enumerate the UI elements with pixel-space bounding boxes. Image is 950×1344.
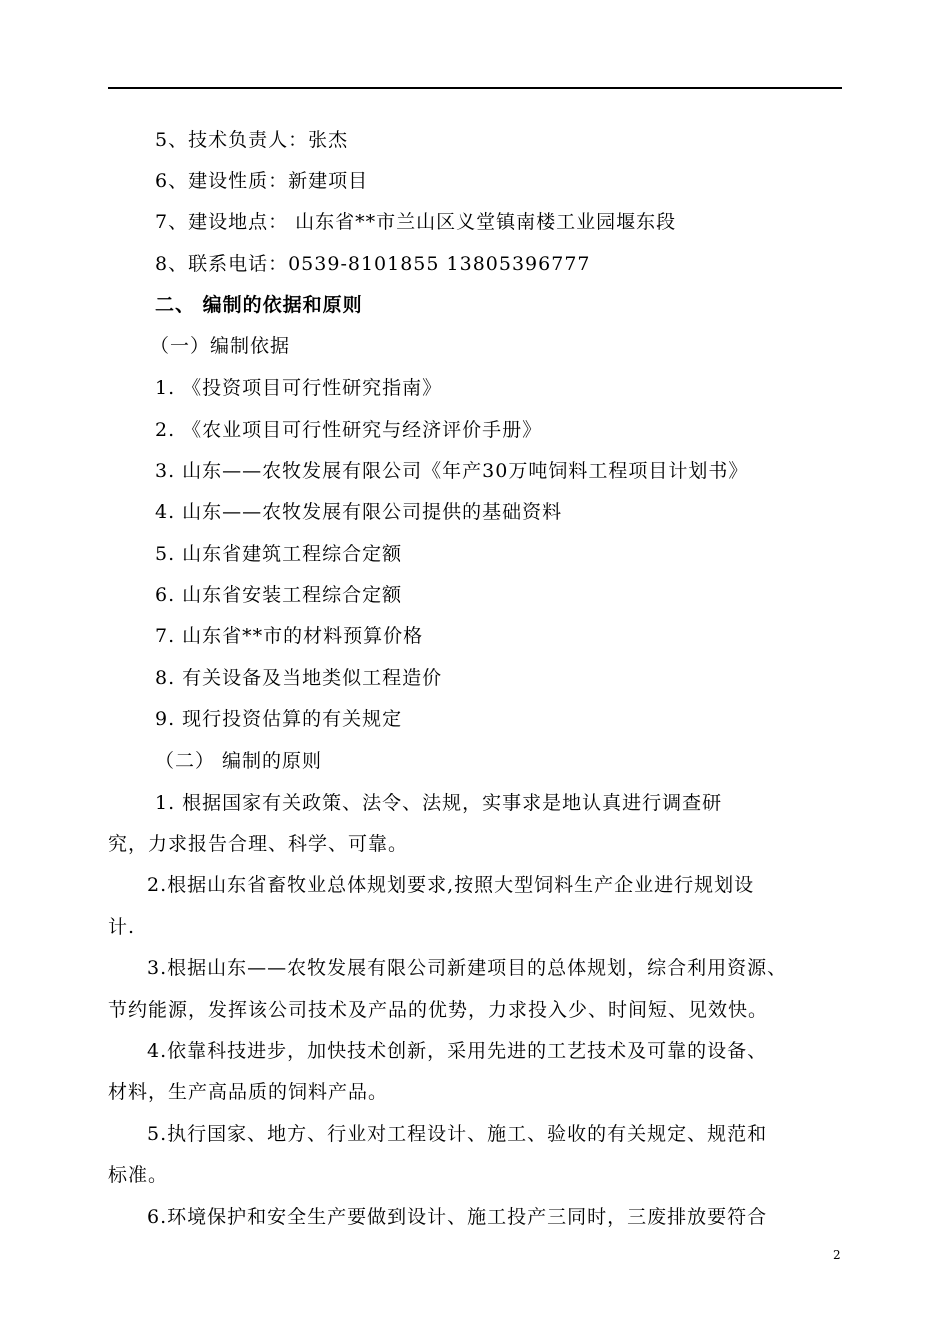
principle-line: 2.根据山东省畜牧业总体规划要求,按照大型饲料生产企业进行规划设	[147, 874, 755, 896]
principle-line: 6.环境保护和安全生产要做到设计、施工投产三同时，三废排放要符合	[147, 1206, 768, 1228]
basis-heading: （一）编制依据	[150, 335, 291, 357]
basis-item: 3. 山东——农牧发展有限公司《年产30万吨饲料工程项目计划书》	[155, 460, 749, 482]
principle-line: 5.执行国家、地方、行业对工程设计、施工、验收的有关规定、规范和	[147, 1123, 768, 1145]
principles-heading: （二） 编制的原则	[155, 750, 323, 772]
principle-line: 3.根据山东——农牧发展有限公司新建项目的总体规划，综合利用资源、	[147, 957, 788, 979]
principle-line: 计.	[108, 916, 136, 938]
basis-item: 9. 现行投资估算的有关规定	[155, 708, 403, 730]
info-item-technical-lead: 5、技术负责人：张杰	[155, 129, 349, 151]
principle-line: 节约能源，发挥该公司技术及产品的优势，力求投入少、时间短、见效快。	[108, 999, 769, 1021]
basis-item: 4. 山东——农牧发展有限公司提供的基础资料	[155, 501, 563, 523]
principle-line: 1. 根据国家有关政策、法令、法规，实事求是地认真进行调查研	[155, 792, 723, 814]
basis-item: 2. 《农业项目可行性研究与经济评价手册》	[155, 419, 543, 441]
page-number: 2	[833, 1248, 841, 1262]
basis-item: 1. 《投资项目可行性研究指南》	[155, 377, 443, 399]
info-item-construction-type: 6、建设性质：新建项目	[155, 170, 369, 192]
basis-item: 7. 山东省**市的材料预算价格	[155, 625, 424, 647]
info-item-phone: 8、联系电话：0539-8101855 13805396777	[155, 253, 591, 275]
principle-line: 材料，生产高品质的饲料产品。	[108, 1081, 389, 1103]
principle-line: 究，力求报告合理、科学、可靠。	[108, 833, 409, 855]
basis-item: 5. 山东省建筑工程综合定额	[155, 543, 403, 565]
basis-item: 8. 有关设备及当地类似工程造价	[155, 667, 443, 689]
principle-line: 标准。	[108, 1164, 169, 1186]
basis-item: 6. 山东省安装工程综合定额	[155, 584, 403, 606]
header-rule	[108, 87, 842, 89]
principle-line: 4.依靠科技进步，加快技术创新，采用先进的工艺技术及可靠的设备、	[147, 1040, 768, 1062]
info-item-location: 7、建设地点： 山东省**市兰山区义堂镇南楼工业园堰东段	[155, 211, 677, 233]
section-heading: 二、 编制的依据和原则	[155, 294, 363, 316]
